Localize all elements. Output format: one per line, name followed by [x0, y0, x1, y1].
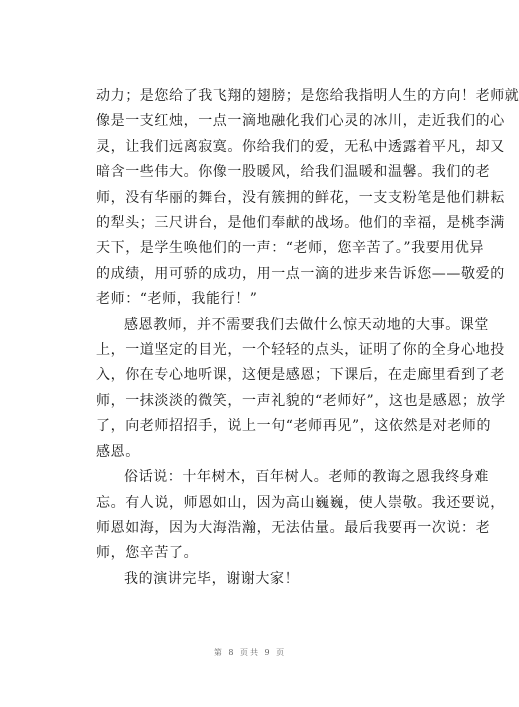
text-line: 感恩。: [96, 443, 140, 460]
text-line: 灵，让我们远离寂寞。你给我们的爱，无私中透露着平凡，却又: [96, 138, 505, 155]
text-line: 忘。有人说，师恩如山，因为高山巍巍，使人崇敬。我还要说，: [96, 494, 505, 511]
text-line: 感恩教师，并不需要我们去做什么惊天动地的大事。课堂: [124, 316, 489, 333]
page-number-footer: 第 8 页共 9 页: [213, 648, 287, 657]
text-line: 师，您辛苦了。: [96, 545, 199, 562]
text-line: 上，一道坚定的目光，一个轻轻的点头，证明了你的全身心地投: [96, 342, 505, 359]
text-line: 师，没有华丽的舞台，没有簇拥的鲜花，一支支粉笔是他们耕耘: [96, 189, 505, 206]
text-line: 俗话说：十年树木，百年树人。老师的教诲之恩我终身难: [124, 469, 489, 486]
paragraph-1: [96, 84, 519, 313]
text-line: 的成绩，用可骄的成功，用一点一滴的进步来告诉您——敬爱的: [96, 265, 505, 282]
text-line: 师，一抹淡淡的微笑，一声礼貌的“老师好”，这也是感恩；放学: [96, 392, 506, 409]
paragraph-2: [96, 313, 506, 465]
text-line: 暗含一些伟大。你像一股暖风，给我们温暖和温馨。我们的老: [96, 164, 491, 181]
paragraph-3: [96, 465, 505, 567]
text-line: 老师：“老师，我能行！”: [96, 291, 258, 308]
text-line: 天下，是学生唤他们的一声：“老师，您辛苦了。”我要用优异: [96, 240, 485, 257]
text-line: 像是一支红烛，一点一滴地融化我们心灵的冰川，走近我们的心: [96, 113, 505, 130]
text-line: 了，向老师招招手，说上一句“老师再见”，这依然是对老师的: [96, 418, 492, 435]
text-line: 入，你在专心地听课，这便是感恩；下课后，在走廊里看到了老: [96, 367, 505, 384]
paragraph-4: [96, 567, 416, 592]
text-line: 动力；是您给了我飞翔的翅膀；是您给我指明人生的方向！老师就: [96, 88, 519, 104]
text-line: 我的演讲完毕，谢谢大家！: [124, 570, 300, 587]
text-line: 的犁头；三尺讲台，是他们奉献的战场。他们的幸福，是桃李满: [96, 215, 505, 232]
document-body: [96, 84, 519, 592]
text-line: 师恩如海，因为大海浩瀚，无法估量。最后我要再一次说：老: [96, 519, 491, 536]
